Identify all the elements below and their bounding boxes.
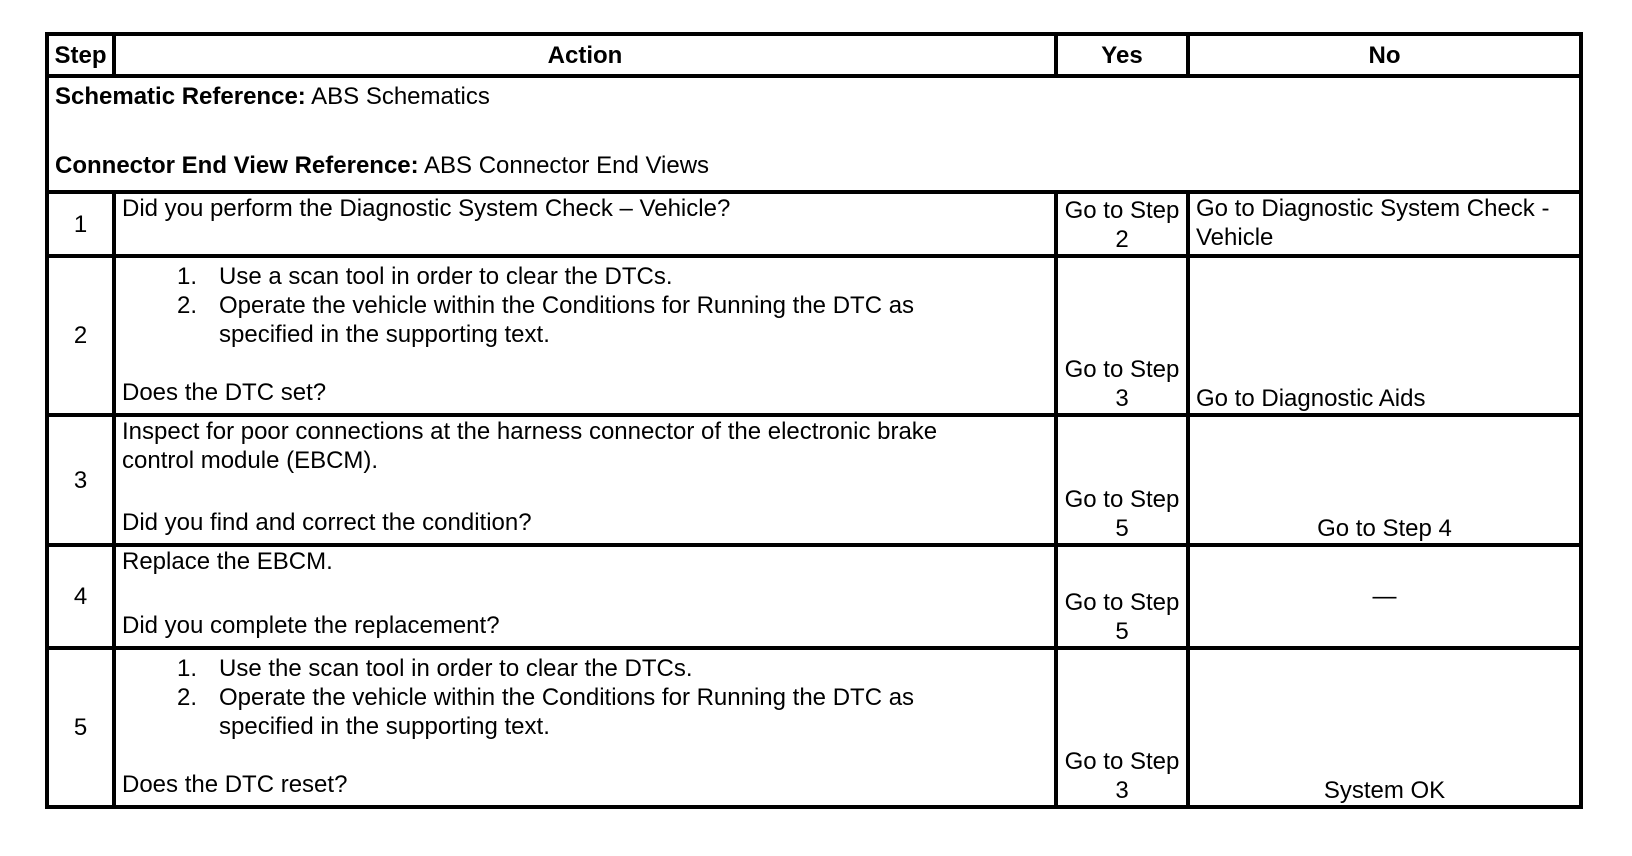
table-row [47, 648, 1581, 807]
step-number: 4 [47, 545, 114, 648]
action-cell [114, 192, 1056, 256]
no-link[interactable]: Go to Diagnostic System Check - Vehicle [1188, 192, 1581, 256]
action-cell [114, 648, 1056, 807]
header-action: Action [114, 34, 1056, 76]
schematic-reference [55, 82, 1573, 111]
schematic-reference-label: Schematic Reference: [55, 83, 306, 110]
header-step: Step [47, 34, 114, 76]
action-question: Does the DTC reset? [122, 771, 348, 798]
no-value: System OK [1188, 648, 1581, 807]
no-link[interactable]: Go to Diagnostic Aids [1188, 256, 1581, 415]
list-item [122, 291, 1048, 349]
reference-cell [47, 76, 1581, 192]
table-row [47, 192, 1581, 256]
table-row [47, 256, 1581, 415]
list-number: 1. [176, 655, 197, 682]
reference-row [47, 76, 1581, 192]
procedure-list [122, 654, 1048, 741]
reference-gap [55, 111, 1573, 151]
action-cell [114, 545, 1056, 648]
step-number: 2 [47, 256, 114, 415]
diagnostic-table [45, 32, 1583, 809]
action-question: Does the DTC set? [122, 379, 327, 406]
table-row [47, 415, 1581, 545]
yes-link[interactable]: Go to Step 2 [1056, 192, 1188, 256]
yes-link[interactable]: Go to Step 5 [1056, 415, 1188, 545]
action-cell [114, 256, 1056, 415]
list-number: 2. [176, 292, 197, 319]
no-value: — [1188, 545, 1581, 648]
list-number: 2. [176, 684, 197, 711]
step-number: 5 [47, 648, 114, 807]
action-question: Did you find and correct the condition? [122, 509, 532, 536]
connector-reference [55, 151, 1573, 180]
action-text: Did you perform the Diagnostic System Check – Vehicle? [122, 195, 731, 222]
list-text: Use a scan tool in order to clear the DTCs. [219, 263, 673, 290]
list-item [122, 683, 1048, 741]
step-number: 3 [47, 415, 114, 545]
no-link[interactable]: Go to Step 4 [1188, 415, 1581, 545]
list-text: Operate the vehicle within the Conditions for Running the DTC as specified in the supporting text. [219, 292, 915, 348]
procedure-list [122, 262, 1048, 349]
yes-link[interactable]: Go to Step 3 [1056, 256, 1188, 415]
connector-reference-label: Connector End View Reference: [55, 152, 419, 179]
list-text: Operate the vehicle within the Conditions for Running the DTC as specified in the supporting text. [219, 684, 915, 740]
list-item [122, 262, 1048, 291]
action-text: Inspect for poor connections at the harness connector of the electronic brake control module (EBCM). [122, 418, 938, 474]
action-question: Did you complete the replacement? [122, 612, 500, 639]
list-text: Use the scan tool in order to clear the DTCs. [219, 655, 693, 682]
list-item [122, 654, 1048, 683]
step-number: 1 [47, 192, 114, 256]
yes-link[interactable]: Go to Step 3 [1056, 648, 1188, 807]
table-header-row [47, 34, 1581, 76]
list-number: 1. [176, 263, 197, 290]
header-yes: Yes [1056, 34, 1188, 76]
connector-reference-link[interactable]: ABS Connector End Views [418, 152, 710, 179]
action-cell [114, 415, 1056, 545]
action-text: Replace the EBCM. [122, 548, 333, 575]
yes-link[interactable]: Go to Step 5 [1056, 545, 1188, 648]
schematic-reference-link[interactable]: ABS Schematics [305, 83, 490, 110]
table-row [47, 545, 1581, 648]
header-no: No [1188, 34, 1581, 76]
